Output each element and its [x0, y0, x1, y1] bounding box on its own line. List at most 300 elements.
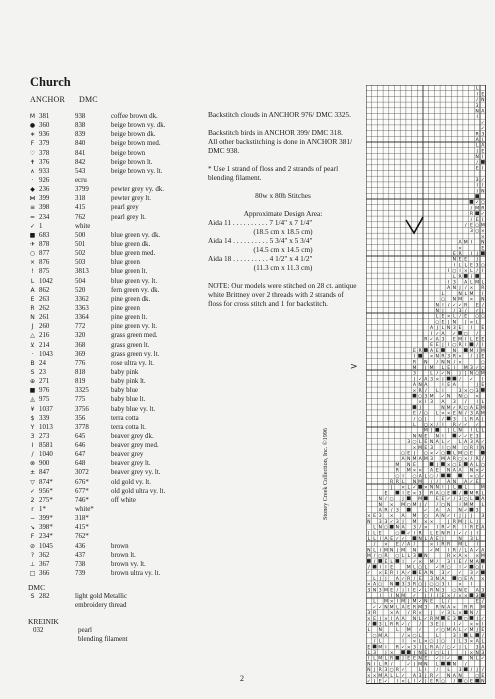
dmc-metallic-section [28, 583, 203, 610]
svg-text:✓: ✓ [446, 525, 451, 531]
svg-text:✓: ✓ [446, 440, 451, 446]
svg-text:/: / [459, 377, 461, 383]
svg-text:L: L [373, 599, 376, 605]
legend-symbol: ⊕ [29, 378, 36, 386]
svg-text:J: J [436, 462, 438, 468]
svg-text:I: I [373, 662, 376, 668]
svg-text:L: L [401, 554, 405, 560]
svg-text:L: L [396, 628, 399, 634]
svg-text:A: A [435, 514, 439, 520]
svg-text:E: E [412, 656, 416, 662]
svg-text:✓: ✓ [446, 571, 451, 577]
svg-text:I: I [447, 548, 450, 554]
dmc-number: 676* [75, 478, 89, 486]
svg-text:/: / [482, 303, 484, 309]
dmc-name: light gold Metallic [75, 592, 128, 600]
svg-text:I: I [447, 280, 450, 286]
svg-text:R: R [452, 423, 456, 428]
svg-text:A: A [395, 611, 399, 617]
svg-text:N: N [367, 548, 371, 554]
svg-text:L: L [424, 474, 428, 480]
svg-text:A: A [464, 280, 468, 286]
legend-row [28, 158, 203, 167]
anchor-number: 398* [39, 524, 53, 532]
stitch-count: 80w x 80h Stitches [255, 191, 311, 200]
dmc-number: 500 [75, 231, 86, 239]
svg-text:E: E [435, 537, 439, 542]
svg-text:J: J [373, 668, 376, 674]
dmc-number: 762* [75, 533, 89, 541]
svg-text:E: E [458, 326, 462, 332]
anchor-number: 933 [39, 167, 50, 175]
svg-text:N: N [424, 662, 428, 668]
svg-text:/: / [413, 542, 416, 548]
svg-text:J: J [447, 485, 450, 491]
svg-text:○: ○ [440, 679, 445, 685]
page-title: Church [30, 75, 71, 89]
svg-text:M: M [423, 428, 428, 434]
svg-text:N: N [441, 514, 445, 520]
svg-text:A: A [458, 240, 462, 246]
svg-text:N: N [452, 480, 457, 485]
svg-text:N: N [424, 599, 428, 605]
svg-text:M: M [480, 371, 485, 377]
dmc-number: 746* [75, 496, 89, 504]
svg-text:N: N [372, 588, 377, 594]
svg-text:○: ○ [440, 451, 445, 457]
svg-text:3: 3 [458, 309, 462, 314]
color-name [111, 222, 203, 231]
svg-text:N: N [424, 554, 428, 560]
svg-text:R: R [429, 491, 434, 497]
svg-text:N: N [384, 605, 388, 611]
svg-text:A: A [447, 457, 451, 463]
svg-text:✓: ✓ [418, 628, 423, 634]
svg-text:×: × [475, 554, 480, 560]
svg-text:I: I [447, 269, 450, 275]
svg-text:R: R [429, 616, 434, 622]
svg-text:3: 3 [418, 673, 422, 679]
svg-text:I: I [447, 343, 450, 349]
svg-text:3: 3 [418, 491, 422, 497]
svg-text:3: 3 [475, 263, 479, 269]
dmc-number: 520 [75, 286, 86, 294]
svg-text:A: A [441, 576, 445, 582]
legend-symbol: R [30, 304, 35, 312]
svg-text:I: I [447, 582, 450, 588]
color-name [111, 514, 203, 523]
svg-text:E: E [395, 542, 399, 548]
svg-text:A: A [452, 468, 456, 474]
svg-text:✓: ✓ [441, 611, 445, 617]
svg-text:L: L [430, 371, 433, 377]
legend-symbol: ⊥ [29, 560, 36, 568]
svg-text:N: N [481, 679, 485, 685]
svg-text:3: 3 [452, 280, 456, 286]
svg-text:L: L [424, 565, 428, 571]
legend-row [28, 551, 203, 560]
aida-11-cm: (18.5 cm x 18.5 cm) [253, 227, 313, 236]
color-name: grass green med. [111, 332, 158, 340]
svg-text:/: / [476, 343, 478, 349]
svg-text:×: × [429, 542, 434, 548]
svg-text:○: ○ [480, 314, 485, 320]
svg-text:○: ○ [475, 565, 480, 571]
svg-text:I: I [442, 423, 444, 428]
svg-text:E: E [435, 348, 439, 354]
svg-text:M: M [383, 548, 388, 554]
svg-text:N: N [452, 662, 457, 668]
svg-text:J: J [476, 383, 478, 389]
svg-text:3: 3 [378, 622, 382, 628]
svg-text:A: A [475, 138, 479, 143]
anchor-number: 1 [39, 222, 43, 230]
svg-text:/: / [453, 360, 456, 366]
legend-row [28, 560, 203, 569]
svg-text:I: I [425, 400, 427, 406]
blending-filament-note: * Use 1 strand of floss and 2 strands of pearl blending filament. [208, 164, 339, 182]
svg-text:N: N [407, 462, 411, 468]
svg-text:✓: ✓ [418, 588, 423, 594]
svg-text:J: J [476, 257, 478, 263]
svg-text:M: M [383, 599, 388, 605]
design-area-heading: Approximate Design Area: [243, 209, 323, 218]
svg-text:/: / [390, 508, 393, 514]
svg-text:E: E [447, 366, 451, 371]
svg-text:/: / [464, 662, 467, 668]
anchor-number: 339 [39, 414, 50, 422]
svg-text:✓: ✓ [480, 126, 485, 132]
svg-text:✓: ✓ [401, 576, 405, 582]
svg-text:✓: ✓ [435, 451, 440, 457]
svg-text:I: I [368, 656, 370, 662]
svg-text:A: A [412, 383, 417, 389]
svg-text:E: E [481, 354, 485, 360]
svg-text:J: J [436, 639, 438, 645]
svg-text:M: M [458, 297, 463, 303]
svg-text:N: N [446, 673, 451, 679]
svg-text:M: M [463, 240, 468, 246]
anchor-number: 379 [39, 140, 50, 148]
svg-text:○: ○ [480, 360, 485, 366]
svg-text:3: 3 [412, 554, 416, 560]
dmc-header: DMC [78, 95, 98, 104]
svg-text:E: E [378, 679, 382, 685]
svg-text:E: E [469, 223, 473, 229]
svg-text:R: R [469, 212, 474, 218]
svg-text:J: J [470, 531, 473, 537]
svg-text:N: N [446, 326, 451, 332]
svg-text:I: I [476, 115, 478, 121]
svg-text:E: E [458, 462, 462, 468]
svg-text:✓: ✓ [429, 548, 434, 554]
color-name: grass green vy. lt. [111, 350, 160, 358]
svg-text:○: ○ [395, 554, 400, 560]
svg-text:/: / [373, 559, 376, 565]
svg-text:○: ○ [452, 588, 457, 594]
svg-text:L: L [458, 263, 462, 269]
anchor-number: 1013 [39, 423, 53, 431]
svg-text:○: ○ [435, 582, 440, 588]
svg-text:L: L [390, 673, 393, 679]
svg-text:A: A [401, 457, 405, 463]
svg-text:J: J [419, 502, 421, 508]
svg-text:×: × [446, 314, 451, 320]
svg-text:J: J [419, 405, 421, 411]
legend-symbol: ▽ [30, 478, 35, 486]
kreinik-code: 032 [33, 626, 44, 634]
svg-text:/: / [407, 611, 410, 617]
svg-text:J: J [385, 576, 387, 582]
svg-text:J: J [413, 377, 416, 383]
svg-text:R: R [469, 445, 474, 451]
svg-text:3: 3 [469, 537, 473, 542]
svg-text:○: ○ [389, 497, 394, 503]
svg-text:○: ○ [423, 411, 428, 417]
legend-symbol: ! [31, 268, 34, 276]
svg-text:E: E [390, 565, 394, 571]
svg-text:3: 3 [430, 622, 434, 628]
svg-text:E: E [418, 571, 422, 577]
svg-text:A: A [395, 576, 399, 582]
svg-text:✓: ✓ [389, 519, 394, 525]
svg-text:I: I [413, 531, 416, 537]
svg-text:✓: ✓ [446, 656, 451, 662]
svg-text:×: × [469, 651, 474, 656]
svg-text:N: N [458, 588, 462, 594]
svg-text:E: E [481, 673, 485, 679]
color-name: blue green vy. lt. [111, 277, 158, 285]
anchor-number: 399* [39, 515, 53, 523]
svg-text:I: I [482, 622, 484, 628]
svg-text:○: ○ [463, 331, 468, 337]
svg-text:3: 3 [452, 400, 456, 406]
svg-text:×: × [469, 622, 474, 628]
svg-text:A: A [475, 588, 479, 594]
svg-text:R: R [412, 611, 417, 617]
svg-text:✓: ✓ [418, 679, 423, 685]
svg-text:I: I [390, 616, 393, 622]
svg-text:×: × [389, 599, 394, 605]
svg-text:R: R [384, 554, 388, 560]
svg-text:3: 3 [452, 633, 456, 639]
svg-text:N: N [481, 297, 485, 303]
svg-text:I: I [402, 491, 404, 497]
legend-symbol: ∧ [30, 167, 35, 175]
svg-text:L: L [373, 525, 376, 531]
legend-symbol: ↘ [29, 524, 36, 532]
svg-text:E: E [407, 491, 411, 497]
svg-text:J: J [459, 633, 461, 639]
svg-text:A: A [469, 548, 474, 554]
dmc-number: 3072 [75, 469, 89, 477]
svg-text:✓: ✓ [418, 377, 423, 383]
svg-text:I: I [482, 138, 484, 143]
svg-text:L: L [418, 633, 422, 639]
svg-text:/: / [436, 502, 439, 508]
svg-text:○: ○ [480, 366, 485, 371]
svg-text:A: A [452, 383, 456, 389]
svg-text:R: R [441, 542, 445, 548]
svg-text:E: E [435, 622, 439, 628]
svg-text:L: L [430, 531, 433, 537]
legend-row [28, 277, 203, 286]
svg-text:✓: ✓ [395, 537, 400, 542]
svg-text:N: N [435, 576, 439, 582]
svg-text:J: J [465, 320, 467, 326]
svg-text:✓: ✓ [452, 331, 457, 337]
svg-text:E: E [475, 217, 479, 223]
dmc-number: 677* [75, 487, 89, 495]
svg-text:×: × [469, 297, 474, 303]
svg-text:E: E [407, 451, 411, 457]
svg-text:○: ○ [475, 229, 480, 235]
svg-text:I: I [442, 388, 444, 394]
svg-text:✓: ✓ [435, 656, 440, 662]
svg-text:×: × [446, 411, 451, 417]
svg-text:/: / [464, 411, 467, 417]
legend-row [28, 496, 203, 505]
legend-symbol: ■ [29, 387, 36, 395]
dmc-code: 282 [39, 592, 50, 600]
svg-text:A: A [469, 405, 474, 411]
svg-text:M: M [480, 605, 485, 611]
legend-row [28, 185, 203, 194]
svg-text:J: J [465, 371, 467, 377]
svg-text:L: L [407, 554, 411, 560]
svg-text:✓: ✓ [418, 599, 423, 605]
svg-text:I: I [470, 252, 473, 257]
svg-text:3: 3 [452, 616, 456, 622]
svg-text:×: × [418, 400, 423, 406]
legend-row [28, 487, 203, 496]
svg-text:A: A [475, 559, 479, 565]
anchor-number: 362 [39, 551, 50, 559]
anchor-number: 23 [39, 368, 46, 376]
svg-text:R: R [458, 252, 462, 257]
svg-text:○: ○ [440, 491, 445, 497]
svg-text:M: M [480, 405, 485, 411]
svg-text:R: R [481, 286, 485, 292]
svg-text:3: 3 [378, 514, 382, 520]
svg-text:N: N [458, 508, 462, 514]
svg-text:M: M [452, 445, 457, 451]
svg-text:✓: ✓ [475, 366, 480, 371]
svg-text:L: L [441, 599, 445, 605]
svg-text:J: J [402, 497, 404, 503]
svg-text:✓: ✓ [406, 662, 411, 668]
svg-text:E: E [458, 559, 462, 565]
svg-text:/: / [453, 679, 456, 685]
svg-text:N: N [435, 354, 439, 360]
svg-text:×: × [418, 468, 423, 474]
svg-text:J: J [476, 354, 478, 360]
svg-text:I: I [476, 542, 478, 548]
svg-text:E: E [481, 149, 485, 155]
anchor-number: 900 [39, 460, 50, 468]
legend-symbol: × [29, 259, 36, 267]
svg-text:N: N [378, 525, 382, 531]
anchor-number: 862 [39, 286, 50, 294]
svg-text:L: L [475, 143, 479, 149]
dmc-number: 3362 [75, 295, 89, 303]
svg-text:×: × [418, 611, 423, 617]
legend-symbol: ∗ [29, 131, 36, 139]
svg-text:M: M [480, 411, 485, 417]
svg-text:E: E [424, 656, 428, 662]
legend-row [28, 478, 203, 487]
svg-text:○: ○ [412, 440, 417, 446]
svg-text:J: J [442, 537, 444, 542]
svg-text:J: J [470, 514, 473, 520]
svg-text:E: E [441, 320, 445, 326]
dmc-number: 3799 [75, 186, 89, 194]
svg-text:I: I [476, 400, 478, 406]
svg-text:3: 3 [481, 514, 485, 520]
svg-text:✓: ✓ [463, 628, 468, 634]
svg-text:N: N [446, 468, 451, 474]
legend-symbol: F [30, 533, 35, 541]
svg-text:✓: ✓ [463, 434, 468, 440]
svg-text:×: × [389, 502, 394, 508]
svg-text:J: J [436, 326, 438, 332]
svg-text:R: R [458, 343, 462, 349]
legend-row [28, 304, 203, 313]
anchor-number: 1043 [39, 350, 53, 358]
svg-text:✓: ✓ [378, 605, 383, 611]
color-name: pewter grey vy. dk. [111, 186, 164, 194]
dmc-number: 840 [75, 140, 86, 148]
svg-text:I: I [379, 565, 381, 571]
anchor-number: 975 [39, 396, 50, 404]
svg-text:/: / [482, 457, 484, 463]
svg-text:○: ○ [440, 628, 445, 634]
svg-text:×: × [458, 360, 462, 366]
svg-text:/: / [396, 588, 399, 594]
svg-text:✓: ✓ [480, 656, 485, 662]
svg-text:M: M [412, 514, 417, 520]
legend-row [28, 523, 203, 532]
svg-text:J: J [425, 594, 427, 599]
svg-text:E: E [390, 537, 394, 542]
svg-text:E: E [424, 440, 428, 446]
svg-text:○: ○ [475, 673, 480, 679]
svg-text:○: ○ [389, 668, 394, 674]
svg-text:J: J [453, 531, 456, 537]
dmc-number: white [75, 222, 91, 230]
svg-text:A: A [384, 673, 388, 679]
svg-text:3: 3 [378, 588, 382, 594]
svg-text:E: E [475, 525, 479, 531]
aida-14-size: Aida 14 . . . . . . . . . . 5 3/4" x 5 3/4" [208, 236, 313, 245]
svg-text:L: L [418, 639, 422, 645]
svg-text:L: L [447, 668, 450, 674]
svg-text:×: × [418, 559, 423, 565]
svg-text:E: E [435, 531, 439, 537]
svg-text:×: × [458, 246, 462, 252]
svg-text:/: / [436, 360, 439, 366]
svg-text:J: J [408, 599, 410, 605]
svg-text:N: N [446, 360, 451, 366]
svg-text:R: R [458, 274, 462, 280]
svg-text:I: I [465, 337, 467, 343]
svg-text:✓: ✓ [423, 616, 428, 622]
dmc-number: 415 [75, 204, 86, 212]
svg-text:N: N [452, 348, 457, 354]
svg-text:N: N [389, 548, 394, 554]
svg-text:A: A [452, 673, 456, 679]
svg-text:N: N [367, 662, 371, 668]
